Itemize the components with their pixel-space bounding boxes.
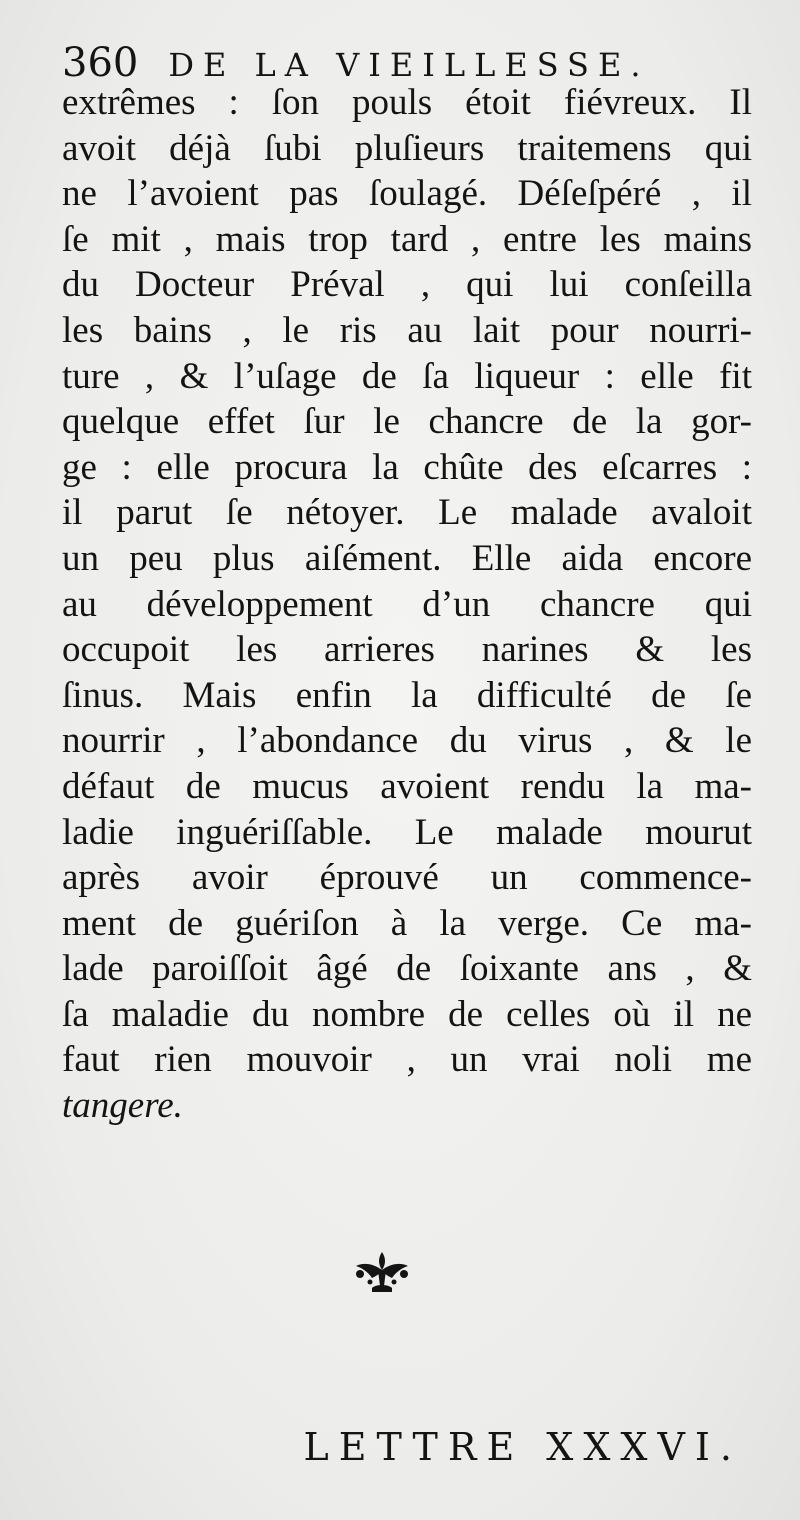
text-line: ture , & l’uſage de ſa liqueur : elle fit <box>62 355 752 397</box>
page-number: 360 <box>62 40 139 86</box>
text-line: un peu plus aiſément. Elle aida encore <box>62 537 752 579</box>
text-line: faut rien mouvoir , un vrai noli me <box>62 1039 752 1081</box>
text-line: après avoir éprouvé un commence- <box>62 857 752 899</box>
text-line-final: tangere. <box>62 1085 183 1127</box>
text-line: extrêmes : ſon pouls étoit fiévreux. Il <box>62 82 752 123</box>
fleuron-icon <box>350 1248 414 1296</box>
running-title: DE LA VIEILLESSE. <box>168 46 650 84</box>
text-line: nourrir , l’abondance du virus , & le <box>62 720 752 762</box>
text-line: occupoit les arrieres narines & les <box>62 629 752 671</box>
text-line: lade paroiſſoit âgé de ſoixante ans , & <box>62 948 752 990</box>
text-line: il parut ſe nétoyer. Le malade avaloit <box>62 492 752 534</box>
text-line: ge : elle procura la chûte des eſcarres : <box>62 446 752 488</box>
text-line: les bains , le ris au lait pour nourri- <box>62 309 752 351</box>
text-line: ladie inguériſſable. Le malade mourut <box>62 811 752 853</box>
text-line: ment de guériſon à la verge. Ce ma- <box>62 902 752 944</box>
text-line: du Docteur Préval , qui lui conſeilla <box>62 264 752 306</box>
text-line: ne l’avoient pas ſoulagé. Déſeſpéré , il <box>62 173 752 215</box>
text-line: ſa maladie du nombre de celles où il ne <box>62 993 752 1035</box>
text-line: quelque effet ſur le chancre de la gor- <box>62 401 752 443</box>
text-line: défaut de mucus avoient rendu la ma- <box>62 765 752 807</box>
bleed-through-text <box>30 1155 770 1207</box>
body-text <box>62 80 752 1129</box>
text-line: ſe mit , mais trop tard , entre les mains <box>62 218 752 260</box>
text-line: avoit déjà ſubi pluſieurs traitemens qui <box>62 127 752 169</box>
text-line: au développement d’un chancre qui <box>62 583 752 625</box>
text-line: ſinus. Mais enfin la difficulté de ſe <box>62 674 752 716</box>
catchword: LETTRE XXXVI. <box>303 1425 742 1469</box>
